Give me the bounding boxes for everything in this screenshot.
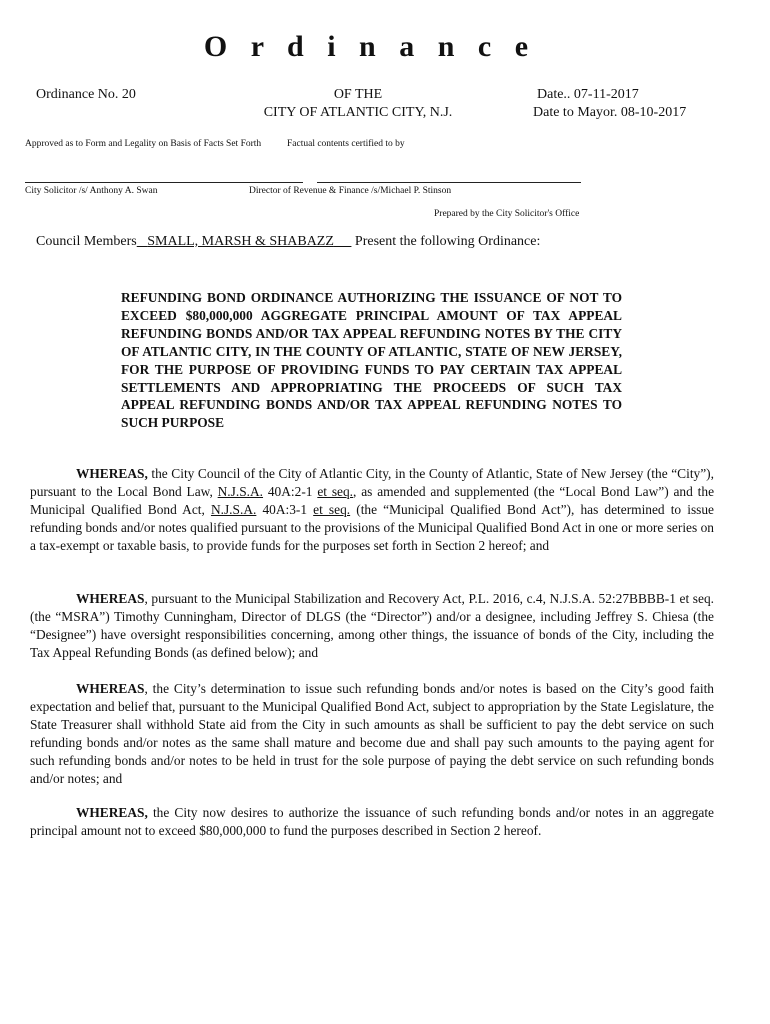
factual-contents-certified: Factual contents certified to by (287, 139, 405, 149)
approved-as-to-form: Approved as to Form and Legality on Basis of Facts Set Forth (25, 139, 262, 149)
document-title: O r d i n a n c e (203, 30, 537, 63)
whereas-paragraph-1: WHEREAS, the City Council of the City of Atlantic City, in the County of Atlantic, State of New Jersey (the “City”), pursuant to the Local Bond Law, N.J.S.A. 40A:2-1 et seq., as amended and supplemented (the “Local Bond Law”) and the Municipal Qualified Bond Act, N.J.S.A. 40A:3-1 et seq. (the “Municipal Qualified Bond Act”), has determined to issue refunding bonds and/or notes qualified pursuant to the provisions of the Municipal Qualified Bond Act in one or more series on a tax-exempt or taxable basis, to provide funds for the purposes set forth in Section 2 hereof; and (30, 466, 715, 553)
whereas-paragraph-4: WHEREAS, the City now desires to authorize the issuance of such refunding bonds and/or notes in an aggregate principal amount not to exceed $80,000,000 to fund the purposes described in Section 2 hereof. (30, 805, 714, 838)
council-members-names: SMALL, MARSH & SHABAZZ (147, 234, 334, 249)
city-solicitor-signature: City Solicitor /s/ Anthony A. Swan (25, 186, 158, 196)
city-label: CITY OF ATLANTIC CITY, N.J. (263, 105, 453, 120)
solicitor-signature-line (25, 182, 303, 183)
ordinance-heading: REFUNDING BOND ORDINANCE AUTHORIZING THE ISSUANCE OF NOT TO EXCEED $80,000,000 AGGREGATE PRINCIPAL AMOUNT OF TAX APPEAL REFUNDING BONDS AND/OR TAX APPEAL REFUNDING NOTES BY THE CITY OF ATLANTIC CITY, IN THE COUNTY OF ATLANTIC, STATE OF NEW JERSEY, FOR THE PURPOSE OF PROVIDING FUNDS TO PAY CERTAIN TAX APPEAL SETTLEMENTS AND APPROPRIATING THE PROCEEDS OF SUCH TAX APPEAL REFUNDING BONDS AND/OR TAX APPEAL REFUNDING NOTES TO SUCH PURPOSE (121, 290, 622, 431)
ordinance-number: Ordinance No. 20 (36, 87, 136, 102)
ordinance-date: Date.. 07-11-2017 (537, 87, 639, 102)
prepared-by: Prepared by the City Solicitor's Office (434, 209, 580, 219)
header-center (250, 86, 466, 122)
director-signature-line (317, 182, 581, 183)
date-to-mayor: Date to Mayor. 08-10-2017 (533, 105, 687, 120)
director-signature: Director of Revenue & Finance /s/Michael P. Stinson (249, 186, 452, 196)
of-the-label: OF THE (333, 87, 383, 102)
present-ordinance-label: Present the following Ordinance: (354, 234, 541, 249)
whereas-paragraph-3: WHEREAS, the City’s determination to issue such refunding bonds and/or notes is based on the City’s good faith expectation and belief that, pursuant to the Municipal Qualified Bond Act, subject to appropriation by the State Legislature, the State Treasurer shall withhold State aid from the City in such amounts as shall be sufficient to pay the debt service on such refunding bonds and/or notes as the same shall mature and become due and shall pay such amounts to the paying agent for such refunding bonds and/or notes to be held in trust for the sole purpose of paying the debt service on such refunding bonds and/or notes; and (30, 681, 714, 786)
council-members-label: Council Members (36, 234, 137, 249)
whereas-paragraph-2: WHEREAS, pursuant to the Municipal Stabilization and Recovery Act, P.L. 2016, c.4, N.J.S.A. 52:27BBBB-1 et seq. (the “MSRA”) Timothy Cunningham, Director of DLGS (the “Director”) and/or a designee, including Jeffrey S. Chiesa (the “Designee”) have oversight responsibilities concerning, among other things, the issuance of bonds of the City, including the Tax Appeal Refunding Bonds (as defined below); and (30, 591, 714, 660)
council-members-line (36, 234, 540, 250)
